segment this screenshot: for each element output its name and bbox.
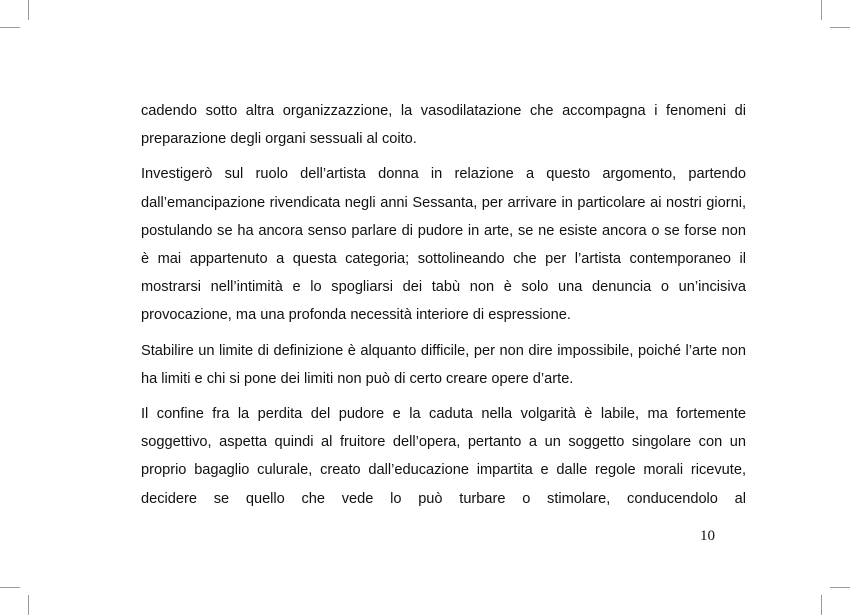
crop-mark-bottom-left-horizontal [0, 587, 20, 588]
paragraph-1: cadendo sotto altra organizzazzione, la vasodilatazione che accompagna i fenomeni di preparazione degli organi sessuali al coito. [141, 103, 746, 148]
crop-mark-top-right-vertical [821, 0, 822, 20]
crop-mark-top-left-vertical [28, 0, 29, 20]
page-number: 10 [700, 528, 715, 544]
crop-mark-top-right-horizontal [830, 27, 850, 28]
paragraph-4: Il confine fra la perdita del pudore e la caduta nella volgarità è labile, ma fortemente soggettivo, aspetta quindi al fruitore dell’opera, pertanto a un soggetto singolare con un proprio bagaglio culurale, creato dall’educazione impartita e dalle regole morali ricevute, decidere se quello che vede lo può turbare o stimolare, conducendolo al [141, 406, 746, 507]
body-text [141, 97, 746, 520]
paragraph-3: Stabilire un limite di definizione è alquanto difficile, per non dire impossibile, poiché l’arte non ha limiti e chi si pone dei limiti non può di certo creare opere d’arte. [141, 342, 746, 387]
crop-mark-bottom-right-vertical [821, 595, 822, 615]
crop-mark-bottom-right-horizontal [830, 587, 850, 588]
crop-mark-top-left-horizontal [0, 27, 20, 28]
paragraph-2: Investigerò sul ruolo dell’artista donna in relazione a questo argomento, partendo dall’emancipazione rivendicata negli anni Sessanta, per arrivare in particolare ai nostri giorni, postulando se ha ancora senso parlare di pudore in arte, se ne esiste ancora o se forse non è mai appartenuto a questa categoria; sottolineando che per l’artista contemporaneo il mostrarsi nell’intimità e lo spogliarsi dei tabù non è solo una denuncia o un’incisiva provocazione, ma una profonda necessità interiore di espressione. [141, 166, 746, 324]
crop-mark-bottom-left-vertical [28, 595, 29, 615]
